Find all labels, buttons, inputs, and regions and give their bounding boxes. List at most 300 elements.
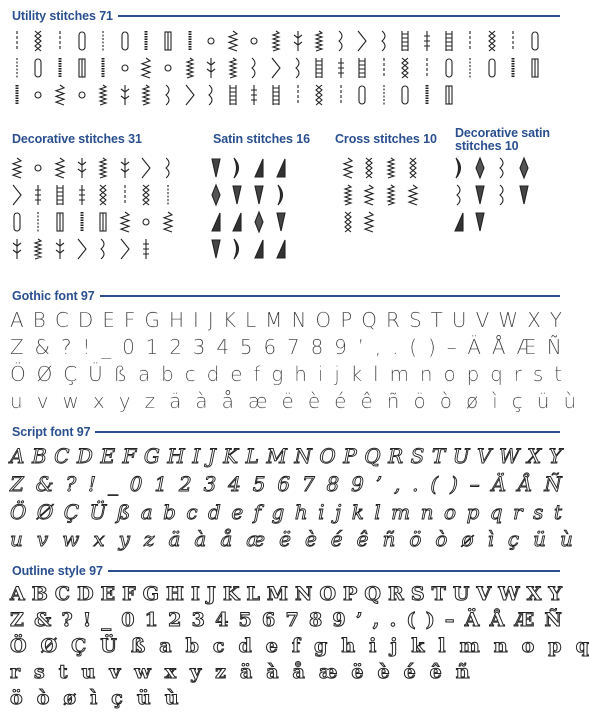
character-sample: à bbox=[195, 389, 208, 413]
stitch-pattern bbox=[337, 154, 359, 181]
stitch-pattern bbox=[513, 154, 535, 181]
character-sample: å bbox=[221, 389, 234, 413]
character-sample: ( bbox=[409, 335, 418, 359]
character-sample: Ø bbox=[36, 362, 53, 386]
character-sample: V bbox=[475, 308, 490, 332]
character-sample: W bbox=[498, 444, 520, 468]
stitch-glyph-icon bbox=[248, 30, 260, 52]
character-sample: 6 bbox=[263, 335, 277, 359]
stitch-glyph-icon bbox=[11, 57, 23, 79]
stitch-pattern bbox=[222, 27, 244, 54]
stitch-glyph-icon bbox=[486, 30, 498, 52]
character-sample: L bbox=[246, 583, 260, 605]
character-sample: j bbox=[390, 635, 398, 657]
satin-stitches-grid bbox=[205, 154, 295, 262]
character-sample: & bbox=[34, 609, 52, 631]
stitch-glyph-icon bbox=[162, 184, 174, 206]
stitch-pattern bbox=[481, 54, 503, 81]
character-sample: v bbox=[36, 389, 49, 413]
character-sample: 7 bbox=[287, 335, 300, 359]
character-sample: 3 bbox=[203, 472, 217, 496]
stitch-pattern bbox=[28, 235, 50, 262]
character-sample: 6 bbox=[262, 609, 276, 631]
stitch-pattern bbox=[6, 81, 28, 108]
character-sample: Z bbox=[10, 472, 24, 496]
character-sample: Ñ bbox=[544, 472, 562, 496]
stitch-glyph-icon bbox=[385, 157, 397, 179]
character-sample: w bbox=[134, 661, 151, 683]
character-sample: B bbox=[32, 308, 46, 332]
character-sample: i bbox=[318, 500, 325, 524]
character-sample: , bbox=[393, 472, 401, 496]
character-sample: å bbox=[220, 527, 233, 551]
outline-row bbox=[10, 635, 589, 657]
character-sample: ç bbox=[511, 389, 523, 413]
character-sample: ç bbox=[507, 527, 520, 551]
character-sample: ê bbox=[429, 661, 442, 683]
stitch-glyph-icon bbox=[443, 84, 455, 106]
stitch-pattern bbox=[270, 235, 292, 262]
character-sample: o bbox=[521, 635, 535, 657]
stitch-glyph-icon bbox=[292, 30, 304, 52]
stitch-pattern bbox=[28, 208, 50, 235]
stitch-glyph-icon bbox=[97, 211, 109, 233]
character-sample: o bbox=[443, 362, 456, 386]
stitch-pattern bbox=[416, 54, 438, 81]
character-sample: 9 bbox=[332, 609, 346, 631]
stitch-glyph-icon bbox=[507, 30, 519, 52]
stitch-pattern bbox=[157, 181, 179, 208]
stitch-glyph-icon bbox=[76, 211, 88, 233]
character-sample: Y bbox=[548, 583, 562, 605]
character-sample: T bbox=[431, 444, 446, 468]
character-sample: t bbox=[58, 661, 68, 683]
stitch-pattern bbox=[352, 54, 374, 81]
stitch-pattern bbox=[114, 208, 136, 235]
stitch-glyph-icon bbox=[184, 57, 196, 79]
character-sample: j bbox=[334, 362, 340, 386]
character-sample: ä bbox=[169, 389, 182, 413]
stitch-glyph-icon bbox=[32, 30, 44, 52]
decorative-satin-title-line2: stitches 10 bbox=[455, 139, 519, 153]
character-sample: E bbox=[100, 444, 116, 468]
character-sample: Q bbox=[364, 444, 381, 468]
stitch-pattern bbox=[136, 208, 158, 235]
character-sample: m bbox=[459, 635, 480, 657]
stitch-pattern bbox=[92, 154, 114, 181]
header-rule bbox=[95, 431, 560, 433]
character-sample: H bbox=[167, 444, 185, 468]
character-sample: 5 bbox=[252, 472, 266, 496]
stitch-pattern bbox=[308, 81, 330, 108]
character-sample: ö bbox=[10, 687, 23, 709]
stitch-glyph-icon bbox=[205, 30, 217, 52]
stitch-glyph-icon bbox=[363, 184, 375, 206]
stitch-glyph-icon bbox=[342, 184, 354, 206]
stitch-glyph-icon bbox=[11, 184, 23, 206]
character-sample: ê bbox=[360, 389, 373, 413]
character-sample: q bbox=[575, 635, 589, 657]
character-sample: F bbox=[123, 308, 136, 332]
stitch-glyph-icon bbox=[119, 30, 131, 52]
character-sample: ) bbox=[450, 472, 458, 496]
stitch-pattern bbox=[359, 208, 381, 235]
character-sample: ! bbox=[82, 335, 91, 359]
character-sample: f bbox=[253, 362, 261, 386]
character-sample: g bbox=[271, 362, 284, 386]
character-sample: & bbox=[35, 472, 54, 496]
stitch-pattern bbox=[448, 154, 470, 181]
utility-stitches-grid bbox=[6, 27, 564, 108]
stitch-pattern bbox=[6, 154, 28, 181]
character-sample: ñ bbox=[455, 661, 470, 683]
character-sample: 8 bbox=[326, 472, 340, 496]
stitch-glyph-icon bbox=[140, 238, 152, 260]
stitch-pattern bbox=[248, 181, 270, 208]
stitch-pattern bbox=[71, 181, 93, 208]
character-sample: p bbox=[466, 500, 480, 524]
cross-stitches-title: Cross stitches 10 bbox=[335, 132, 437, 146]
character-sample: D bbox=[76, 444, 93, 468]
stitch-pattern bbox=[337, 181, 359, 208]
character-sample: P bbox=[343, 444, 357, 468]
stitch-glyph-icon bbox=[486, 57, 498, 79]
character-sample: J bbox=[206, 583, 216, 605]
character-sample: W bbox=[498, 308, 519, 332]
stitch-glyph-icon bbox=[313, 57, 325, 79]
stitch-glyph-icon bbox=[97, 184, 109, 206]
stitch-glyph-icon bbox=[184, 30, 196, 52]
character-sample: z bbox=[143, 527, 155, 551]
stitch-glyph-icon bbox=[11, 211, 23, 233]
stitch-glyph-icon bbox=[54, 238, 66, 260]
stitch-glyph-icon bbox=[453, 157, 465, 179]
stitch-glyph-icon bbox=[253, 238, 265, 260]
stitch-pattern bbox=[157, 27, 179, 54]
character-sample: æ bbox=[246, 527, 266, 551]
character-sample: ! bbox=[82, 609, 92, 631]
stitch-pattern bbox=[28, 54, 50, 81]
character-sample: M bbox=[265, 308, 283, 332]
stitch-pattern bbox=[448, 208, 470, 235]
character-sample: X bbox=[527, 444, 542, 468]
character-sample: 2 bbox=[168, 609, 182, 631]
stitch-glyph-icon bbox=[464, 57, 476, 79]
character-sample: I bbox=[193, 308, 199, 332]
stitch-glyph-icon bbox=[231, 184, 243, 206]
stitch-pattern bbox=[459, 27, 481, 54]
stitch-glyph-icon bbox=[342, 211, 354, 233]
stitch-glyph-icon bbox=[119, 157, 131, 179]
character-sample: å bbox=[292, 661, 305, 683]
character-sample: ì bbox=[487, 527, 494, 551]
stitch-pattern bbox=[157, 154, 179, 181]
stitch-pattern bbox=[28, 181, 50, 208]
decorative-stitches-grid bbox=[6, 154, 186, 262]
stitch-pattern bbox=[28, 154, 50, 181]
character-sample: o bbox=[443, 500, 457, 524]
character-sample: ü bbox=[533, 527, 546, 551]
stitch-glyph-icon bbox=[119, 211, 131, 233]
character-sample: 3 bbox=[191, 609, 205, 631]
stitch-pattern bbox=[459, 54, 481, 81]
stitch-pattern bbox=[330, 54, 352, 81]
character-sample: , bbox=[372, 609, 380, 631]
gothic-font-title: Gothic font 97 bbox=[12, 289, 95, 303]
stitch-glyph-icon bbox=[443, 57, 455, 79]
stitch-glyph-icon bbox=[97, 157, 109, 179]
stitch-pattern bbox=[287, 81, 309, 108]
character-sample: – bbox=[444, 609, 455, 631]
character-sample: n bbox=[420, 500, 434, 524]
stitch-pattern bbox=[205, 208, 227, 235]
character-sample: M bbox=[266, 583, 288, 605]
character-sample: ü bbox=[536, 389, 550, 413]
stitch-pattern bbox=[308, 27, 330, 54]
character-sample: 1 bbox=[154, 472, 168, 496]
stitch-glyph-icon bbox=[335, 84, 347, 106]
character-sample: _ bbox=[107, 472, 118, 496]
stitch-glyph-icon bbox=[421, 84, 433, 106]
character-sample: Ä bbox=[467, 335, 482, 359]
character-sample: t bbox=[554, 362, 562, 386]
character-sample: ) bbox=[425, 609, 435, 631]
character-sample: j bbox=[335, 500, 342, 524]
header-rule bbox=[118, 15, 560, 17]
stitch-pattern bbox=[136, 54, 158, 81]
stitch-glyph-icon bbox=[253, 157, 265, 179]
stitch-glyph-icon bbox=[227, 30, 239, 52]
stitch-pattern bbox=[179, 27, 201, 54]
decorative-satin-title-line1: Decorative satin bbox=[455, 126, 550, 140]
header-rule bbox=[100, 295, 560, 297]
character-sample: ß bbox=[113, 362, 128, 386]
character-sample: x bbox=[92, 389, 105, 413]
stitch-pattern bbox=[205, 181, 227, 208]
stitch-pattern bbox=[248, 154, 270, 181]
character-sample: O bbox=[319, 444, 336, 468]
character-sample: ß bbox=[130, 635, 146, 657]
script-row bbox=[10, 444, 562, 468]
character-sample: ê bbox=[356, 527, 369, 551]
character-sample: Ö bbox=[10, 500, 27, 524]
character-sample: ( bbox=[406, 609, 416, 631]
stitch-glyph-icon bbox=[356, 84, 368, 106]
stitch-glyph-icon bbox=[443, 30, 455, 52]
satin-stitches-title: Satin stitches 16 bbox=[213, 132, 310, 146]
character-sample: H bbox=[165, 583, 184, 605]
character-sample: G bbox=[142, 583, 159, 605]
character-sample: k bbox=[411, 635, 425, 657]
character-sample: ! bbox=[88, 472, 97, 496]
character-sample: Ä bbox=[464, 609, 480, 631]
stitch-pattern bbox=[92, 235, 114, 262]
character-sample: e bbox=[265, 635, 278, 657]
character-sample: c bbox=[186, 500, 198, 524]
stitch-pattern bbox=[114, 81, 136, 108]
character-sample: m bbox=[389, 362, 410, 386]
stitch-glyph-icon bbox=[210, 238, 222, 260]
stitch-pattern bbox=[71, 235, 93, 262]
stitch-glyph-icon bbox=[227, 57, 239, 79]
stitch-glyph-icon bbox=[76, 84, 88, 106]
stitch-pattern bbox=[49, 27, 71, 54]
character-sample: e bbox=[230, 362, 243, 386]
stitch-glyph-icon bbox=[399, 57, 411, 79]
character-sample: ë bbox=[279, 527, 291, 551]
character-sample: – bbox=[446, 335, 457, 359]
stitch-glyph-icon bbox=[119, 57, 131, 79]
stitch-glyph-icon bbox=[32, 211, 44, 233]
character-sample: Ñ bbox=[544, 609, 562, 631]
character-sample: ’ bbox=[375, 472, 383, 496]
character-sample: Æ bbox=[514, 609, 535, 631]
stitch-pattern bbox=[470, 208, 492, 235]
character-sample: O bbox=[319, 583, 336, 605]
character-sample: _ bbox=[101, 335, 112, 359]
character-sample: ? bbox=[61, 609, 73, 631]
stitch-glyph-icon bbox=[270, 57, 282, 79]
character-sample: 7 bbox=[301, 472, 315, 496]
stitch-glyph-icon bbox=[97, 84, 109, 106]
character-sample: R bbox=[388, 444, 404, 468]
stitch-pattern bbox=[265, 81, 287, 108]
stitch-glyph-icon bbox=[399, 30, 411, 52]
stitch-glyph-icon bbox=[54, 84, 66, 106]
stitch-glyph-icon bbox=[11, 238, 23, 260]
character-sample: b bbox=[163, 500, 176, 524]
stitch-pattern bbox=[359, 154, 381, 181]
stitch-pattern bbox=[265, 27, 287, 54]
character-sample: 0 bbox=[129, 472, 143, 496]
script-font-header bbox=[12, 424, 560, 440]
character-sample: n bbox=[493, 635, 508, 657]
decorative-satin-stitches-grid bbox=[448, 154, 538, 235]
stitch-pattern bbox=[71, 208, 93, 235]
stitch-pattern bbox=[136, 235, 158, 262]
character-sample: 6 bbox=[277, 472, 291, 496]
stitch-glyph-icon bbox=[32, 238, 44, 260]
stitch-glyph-icon bbox=[292, 84, 304, 106]
stitch-pattern bbox=[270, 208, 292, 235]
character-sample: Z bbox=[10, 609, 24, 631]
character-sample: v bbox=[109, 661, 121, 683]
stitch-glyph-icon bbox=[205, 84, 217, 106]
character-sample: è bbox=[307, 389, 321, 413]
character-sample: Ü bbox=[89, 500, 107, 524]
stitch-glyph-icon bbox=[210, 184, 222, 206]
stitch-pattern bbox=[49, 81, 71, 108]
stitch-pattern bbox=[491, 154, 513, 181]
stitch-pattern bbox=[373, 81, 395, 108]
stitch-pattern bbox=[513, 181, 535, 208]
stitch-glyph-icon bbox=[119, 84, 131, 106]
character-sample: Ç bbox=[63, 362, 78, 386]
decorative-stitches-title: Decorative stitches 31 bbox=[12, 132, 142, 146]
character-sample: c bbox=[212, 635, 225, 657]
character-sample: ö bbox=[409, 527, 422, 551]
stitch-glyph-icon bbox=[205, 57, 217, 79]
stitch-glyph-icon bbox=[453, 184, 465, 206]
character-sample: ä bbox=[168, 527, 181, 551]
character-sample: C bbox=[54, 583, 71, 605]
character-sample: G bbox=[143, 444, 160, 468]
stitch-glyph-icon bbox=[210, 157, 222, 179]
stitch-glyph-icon bbox=[54, 30, 66, 52]
character-sample: , bbox=[374, 335, 382, 359]
character-sample: Q bbox=[364, 583, 381, 605]
character-sample: S bbox=[410, 444, 425, 468]
character-sample: w bbox=[62, 527, 80, 551]
character-sample: A bbox=[10, 308, 24, 332]
character-sample: P bbox=[343, 583, 358, 605]
gothic-row bbox=[10, 308, 562, 332]
character-sample: ’ bbox=[357, 335, 365, 359]
outline-row bbox=[10, 583, 562, 605]
character-sample: Y bbox=[548, 444, 562, 468]
stitch-pattern bbox=[352, 27, 374, 54]
character-sample: c bbox=[184, 362, 196, 386]
character-sample: ø bbox=[465, 389, 479, 413]
stitch-pattern bbox=[205, 235, 227, 262]
stitch-pattern bbox=[395, 27, 417, 54]
character-sample: 2 bbox=[169, 335, 182, 359]
stitch-pattern bbox=[248, 235, 270, 262]
character-sample: ù bbox=[560, 527, 573, 551]
stitch-pattern bbox=[470, 154, 492, 181]
stitch-glyph-icon bbox=[162, 211, 174, 233]
character-sample: Ü bbox=[88, 362, 103, 386]
stitch-pattern bbox=[448, 181, 470, 208]
character-sample: H bbox=[168, 308, 184, 332]
stitch-glyph-icon bbox=[54, 57, 66, 79]
character-sample: F bbox=[122, 444, 137, 468]
stitch-pattern bbox=[265, 54, 287, 81]
character-sample: . bbox=[392, 335, 399, 359]
stitch-pattern bbox=[244, 81, 266, 108]
stitch-glyph-icon bbox=[407, 184, 419, 206]
character-sample: U bbox=[452, 444, 470, 468]
character-sample: N bbox=[294, 444, 312, 468]
stitch-glyph-icon bbox=[518, 157, 530, 179]
character-sample: 3 bbox=[192, 335, 206, 359]
character-sample: D bbox=[77, 583, 94, 605]
character-sample: ì bbox=[492, 389, 498, 413]
character-sample: L bbox=[244, 308, 257, 332]
stitch-glyph-icon bbox=[11, 84, 23, 106]
stitch-glyph-icon bbox=[248, 57, 260, 79]
character-sample: Ö bbox=[10, 362, 26, 386]
character-sample: f bbox=[291, 635, 301, 657]
stitch-glyph-icon bbox=[76, 238, 88, 260]
character-sample: R bbox=[386, 308, 400, 332]
character-sample: ß bbox=[116, 500, 131, 524]
stitch-pattern bbox=[179, 54, 201, 81]
stitch-glyph-icon bbox=[378, 57, 390, 79]
stitch-glyph-icon bbox=[231, 157, 243, 179]
stitch-pattern bbox=[244, 54, 266, 81]
stitch-pattern bbox=[71, 154, 93, 181]
character-sample: u bbox=[10, 527, 23, 551]
stitch-glyph-icon bbox=[464, 30, 476, 52]
character-sample: Z bbox=[10, 335, 24, 359]
stitch-glyph-icon bbox=[363, 157, 375, 179]
script-row bbox=[10, 527, 573, 551]
character-sample: ë bbox=[281, 389, 294, 413]
character-sample: z bbox=[144, 389, 156, 413]
character-sample: ñ bbox=[382, 527, 396, 551]
character-sample: b bbox=[161, 362, 174, 386]
